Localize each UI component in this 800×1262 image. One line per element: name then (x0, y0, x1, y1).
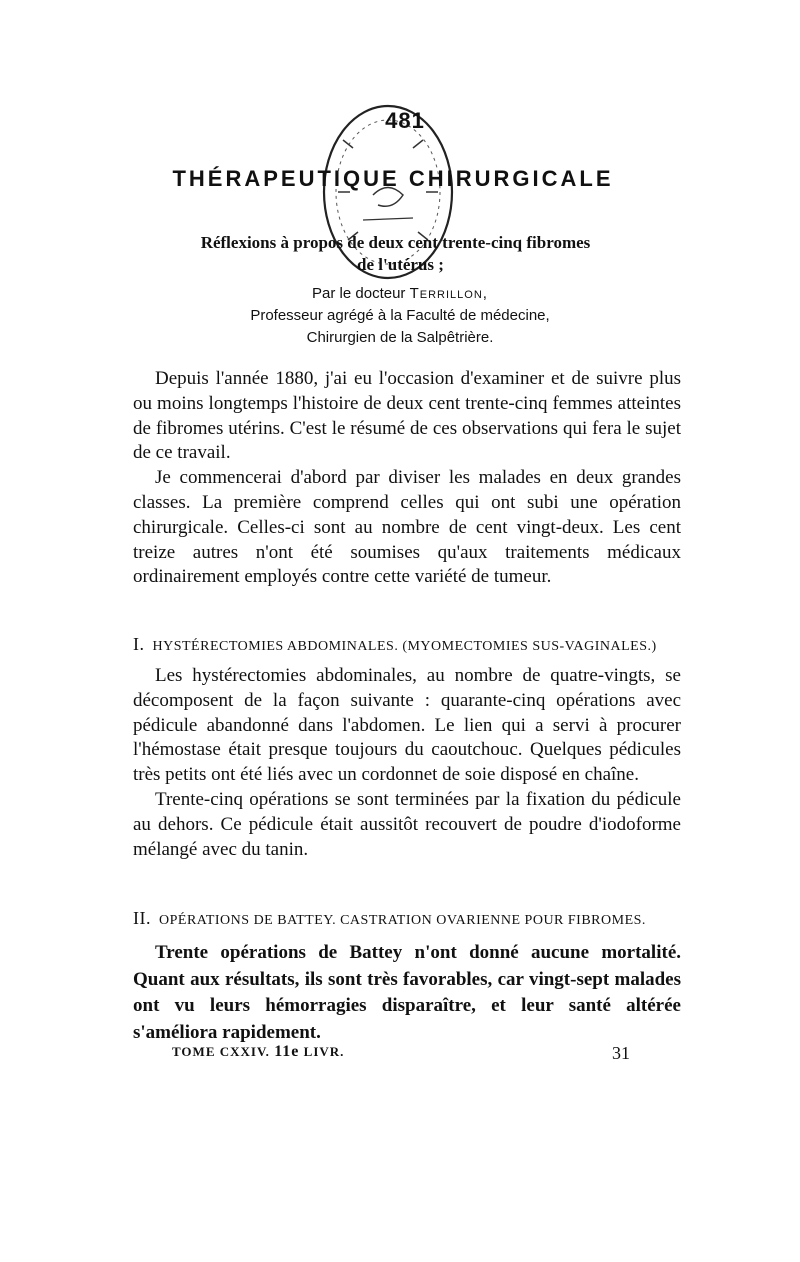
footer-livr: LIVR. (303, 1044, 345, 1059)
subtitle-line-2: de l'utérus ; (357, 255, 444, 274)
paragraph: Je commencerai d'abord par diviser les malades en deux grandes classes. La première comprend celles qui ont subi une opération chirurgicale. Celles-ci sont au nombre de cent vingt-deux. Les cent treize autres n'ont été soumises qu'aux traitements médicaux ordinairement employés contre cette variété de tumeur. (133, 467, 681, 588)
section-heading-2 (133, 908, 681, 929)
subtitle-line-1: Réflexions à propos de deux cent trente-cinq fibromes (200, 233, 591, 252)
paragraph: Trente-cinq opérations se sont terminées par la fixation du pédicule au dehors. Ce pédicule était aussitôt recouvert de poudre d'iodoforme mélangé avec du tanin. (133, 788, 681, 860)
section-2-text (133, 940, 681, 1046)
section-number: II. (133, 908, 151, 928)
author-name: Terrillon, (409, 285, 488, 302)
author-byline (150, 283, 650, 349)
byline-prefix: Par le docteur (312, 285, 406, 302)
section-heading-text: HYSTÉRECTOMIES ABDOMINALES. (MYOMECTOMIES SUS-VAGINALES.) (152, 639, 657, 654)
footer-signature: 31 (612, 1043, 630, 1063)
section-heading-1 (133, 634, 681, 655)
author-line (150, 283, 650, 305)
section-heading-text: OPÉRATIONS DE BATTEY. CASTRATION OVARIENNE POUR FIBROMES. (159, 913, 646, 928)
paragraph: Les hystérectomies abdominales, au nombre de quatre-vingts, se décomposent de la façon suivante : quarante-cinq opérations avec pédicule abandonné dans l'abdomen. Le lien qui a servi à procurer l'hémostase était presque toujours du caoutchouc. Quelques pédicules très petits ont été liés avec un cordonnet de soie disposé en chaîne. (133, 665, 681, 786)
footer-volume (172, 1043, 344, 1061)
author-affiliation-1: Professeur agrégé à la Faculté de médecine, (250, 307, 550, 324)
section-title: THÉRAPEUTIQUE CHIRURGICALE (172, 166, 614, 191)
author-affiliation-2: Chirurgien de la Salpêtrière. (306, 329, 494, 346)
paragraph: Depuis l'année 1880, j'ai eu l'occasion d'examiner et de suivre plus ou moins longtemps l'histoire de deux cent trente-cinq femmes atteintes de fibromes utérins. C'est le résumé de ces observations qui fera le sujet de ce travail. (133, 368, 681, 464)
section-1-text (133, 664, 681, 862)
section-number: I. (133, 634, 145, 654)
article-subtitle (133, 232, 658, 276)
footer-tome: TOME CXXIV. (172, 1044, 270, 1059)
paragraph: Trente opérations de Battey n'ont donné aucune mortalité. Quant aux résultats, ils sont très favorables, car vingt-sept malades ont vu leurs hémorragies disparaître, et leur santé altérée s'améliora rapidement. (133, 942, 681, 1043)
page-number: 481 (385, 108, 425, 133)
intro-text (133, 367, 681, 590)
footer-issue: 11e (274, 1043, 300, 1060)
